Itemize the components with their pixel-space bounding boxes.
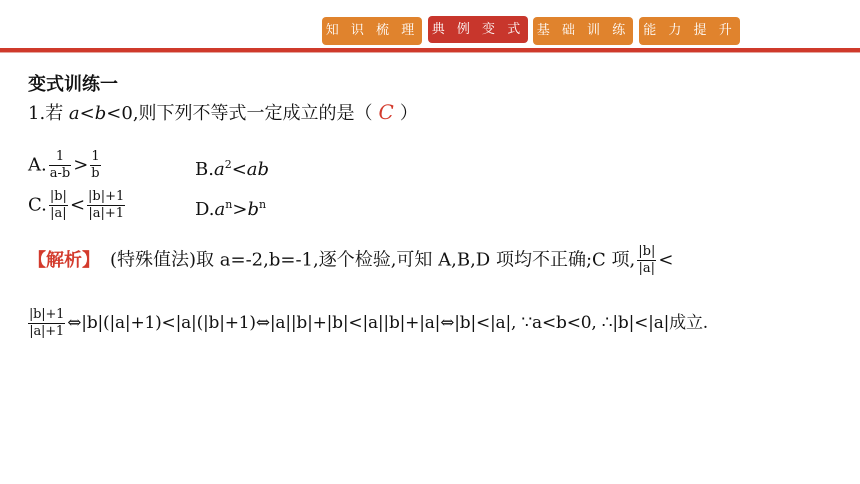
section-heading: 变式训练一: [28, 74, 118, 95]
analysis-text: (特殊值法)取 a=-2,b=-1,逐个检验,可知 A,B,D 项均不正确;C 项,: [110, 249, 636, 271]
frac-num: |b|+1: [88, 189, 125, 204]
analysis-line2-text: ⇔|b|(|a|+1)<|a|(|b|+1)⇔|a||b|+|b|<|a||b|+|a|⇔|b|<|a|, ∵a<b<0, ∴|b|<|a|成立.: [67, 313, 708, 333]
frac-den: b: [91, 166, 100, 181]
header-divider-shadow: [0, 52, 860, 53]
answer-choice: C: [378, 100, 394, 124]
question-stem: [28, 99, 418, 125]
tab-basic-training[interactable]: 基 础 训 练: [533, 17, 633, 45]
frac-den: |a|+1: [29, 324, 64, 339]
option-a-fraction-left: [49, 150, 71, 181]
gt-sign: >: [232, 199, 248, 220]
option-c-fraction-right: [87, 190, 125, 221]
option-c-label: C.: [28, 194, 47, 216]
frac-den: |a|: [50, 206, 67, 221]
option-c: [28, 190, 127, 221]
option-a-fraction-right: [90, 150, 100, 181]
frac-num: 1: [49, 150, 71, 166]
option-c-fraction-left: [49, 190, 68, 221]
frac-num: |b|: [638, 244, 656, 259]
option-d-label: D.: [195, 199, 215, 220]
analysis-tail: <: [658, 249, 674, 271]
analysis-line2-fraction: [28, 308, 65, 339]
var-a: a: [213, 159, 225, 180]
exponent: n: [258, 198, 267, 211]
question-prefix: 若: [45, 103, 69, 124]
tab-example-variants[interactable]: 典 例 变 式: [428, 16, 528, 43]
var-ab: ab: [246, 159, 270, 180]
frac-den: a-b: [49, 166, 71, 181]
analysis-tag: 【解析】: [28, 249, 100, 271]
tab-ability-improvement[interactable]: 能 力 提 升: [639, 17, 740, 45]
frac-den: |a|+1: [88, 206, 125, 221]
analysis-line-2: [26, 308, 708, 339]
lt-sign: <: [231, 159, 247, 180]
option-b: [195, 158, 269, 180]
option-a: [28, 150, 103, 181]
var-a: a: [214, 199, 226, 220]
option-a-op: >: [73, 154, 89, 176]
frac-num: |b|: [49, 189, 67, 204]
frac-num: |b|+1: [29, 307, 65, 322]
top-tab-bar: [0, 0, 860, 52]
analysis-line-1: [28, 245, 673, 276]
var-b: b: [247, 199, 259, 220]
frac-den: |a|: [638, 261, 656, 276]
var-a: a: [68, 103, 80, 124]
var-b: b: [94, 103, 107, 124]
exponent: n: [225, 198, 233, 211]
option-b-label: B.: [195, 159, 214, 180]
tab-knowledge-review[interactable]: 知 识 梳 理: [322, 17, 422, 45]
analysis-fraction: [637, 245, 656, 276]
option-c-op: <: [69, 194, 86, 216]
lt-sign: <: [79, 103, 95, 124]
exponent: 2: [224, 158, 232, 171]
question-close: ）: [399, 103, 418, 124]
question-number: 1.: [28, 103, 46, 124]
frac-num: 1: [91, 149, 100, 164]
option-d: [195, 198, 266, 220]
question-text: <0,则下列不等式一定成立的是（: [106, 103, 373, 124]
option-a-label: A.: [28, 154, 47, 176]
